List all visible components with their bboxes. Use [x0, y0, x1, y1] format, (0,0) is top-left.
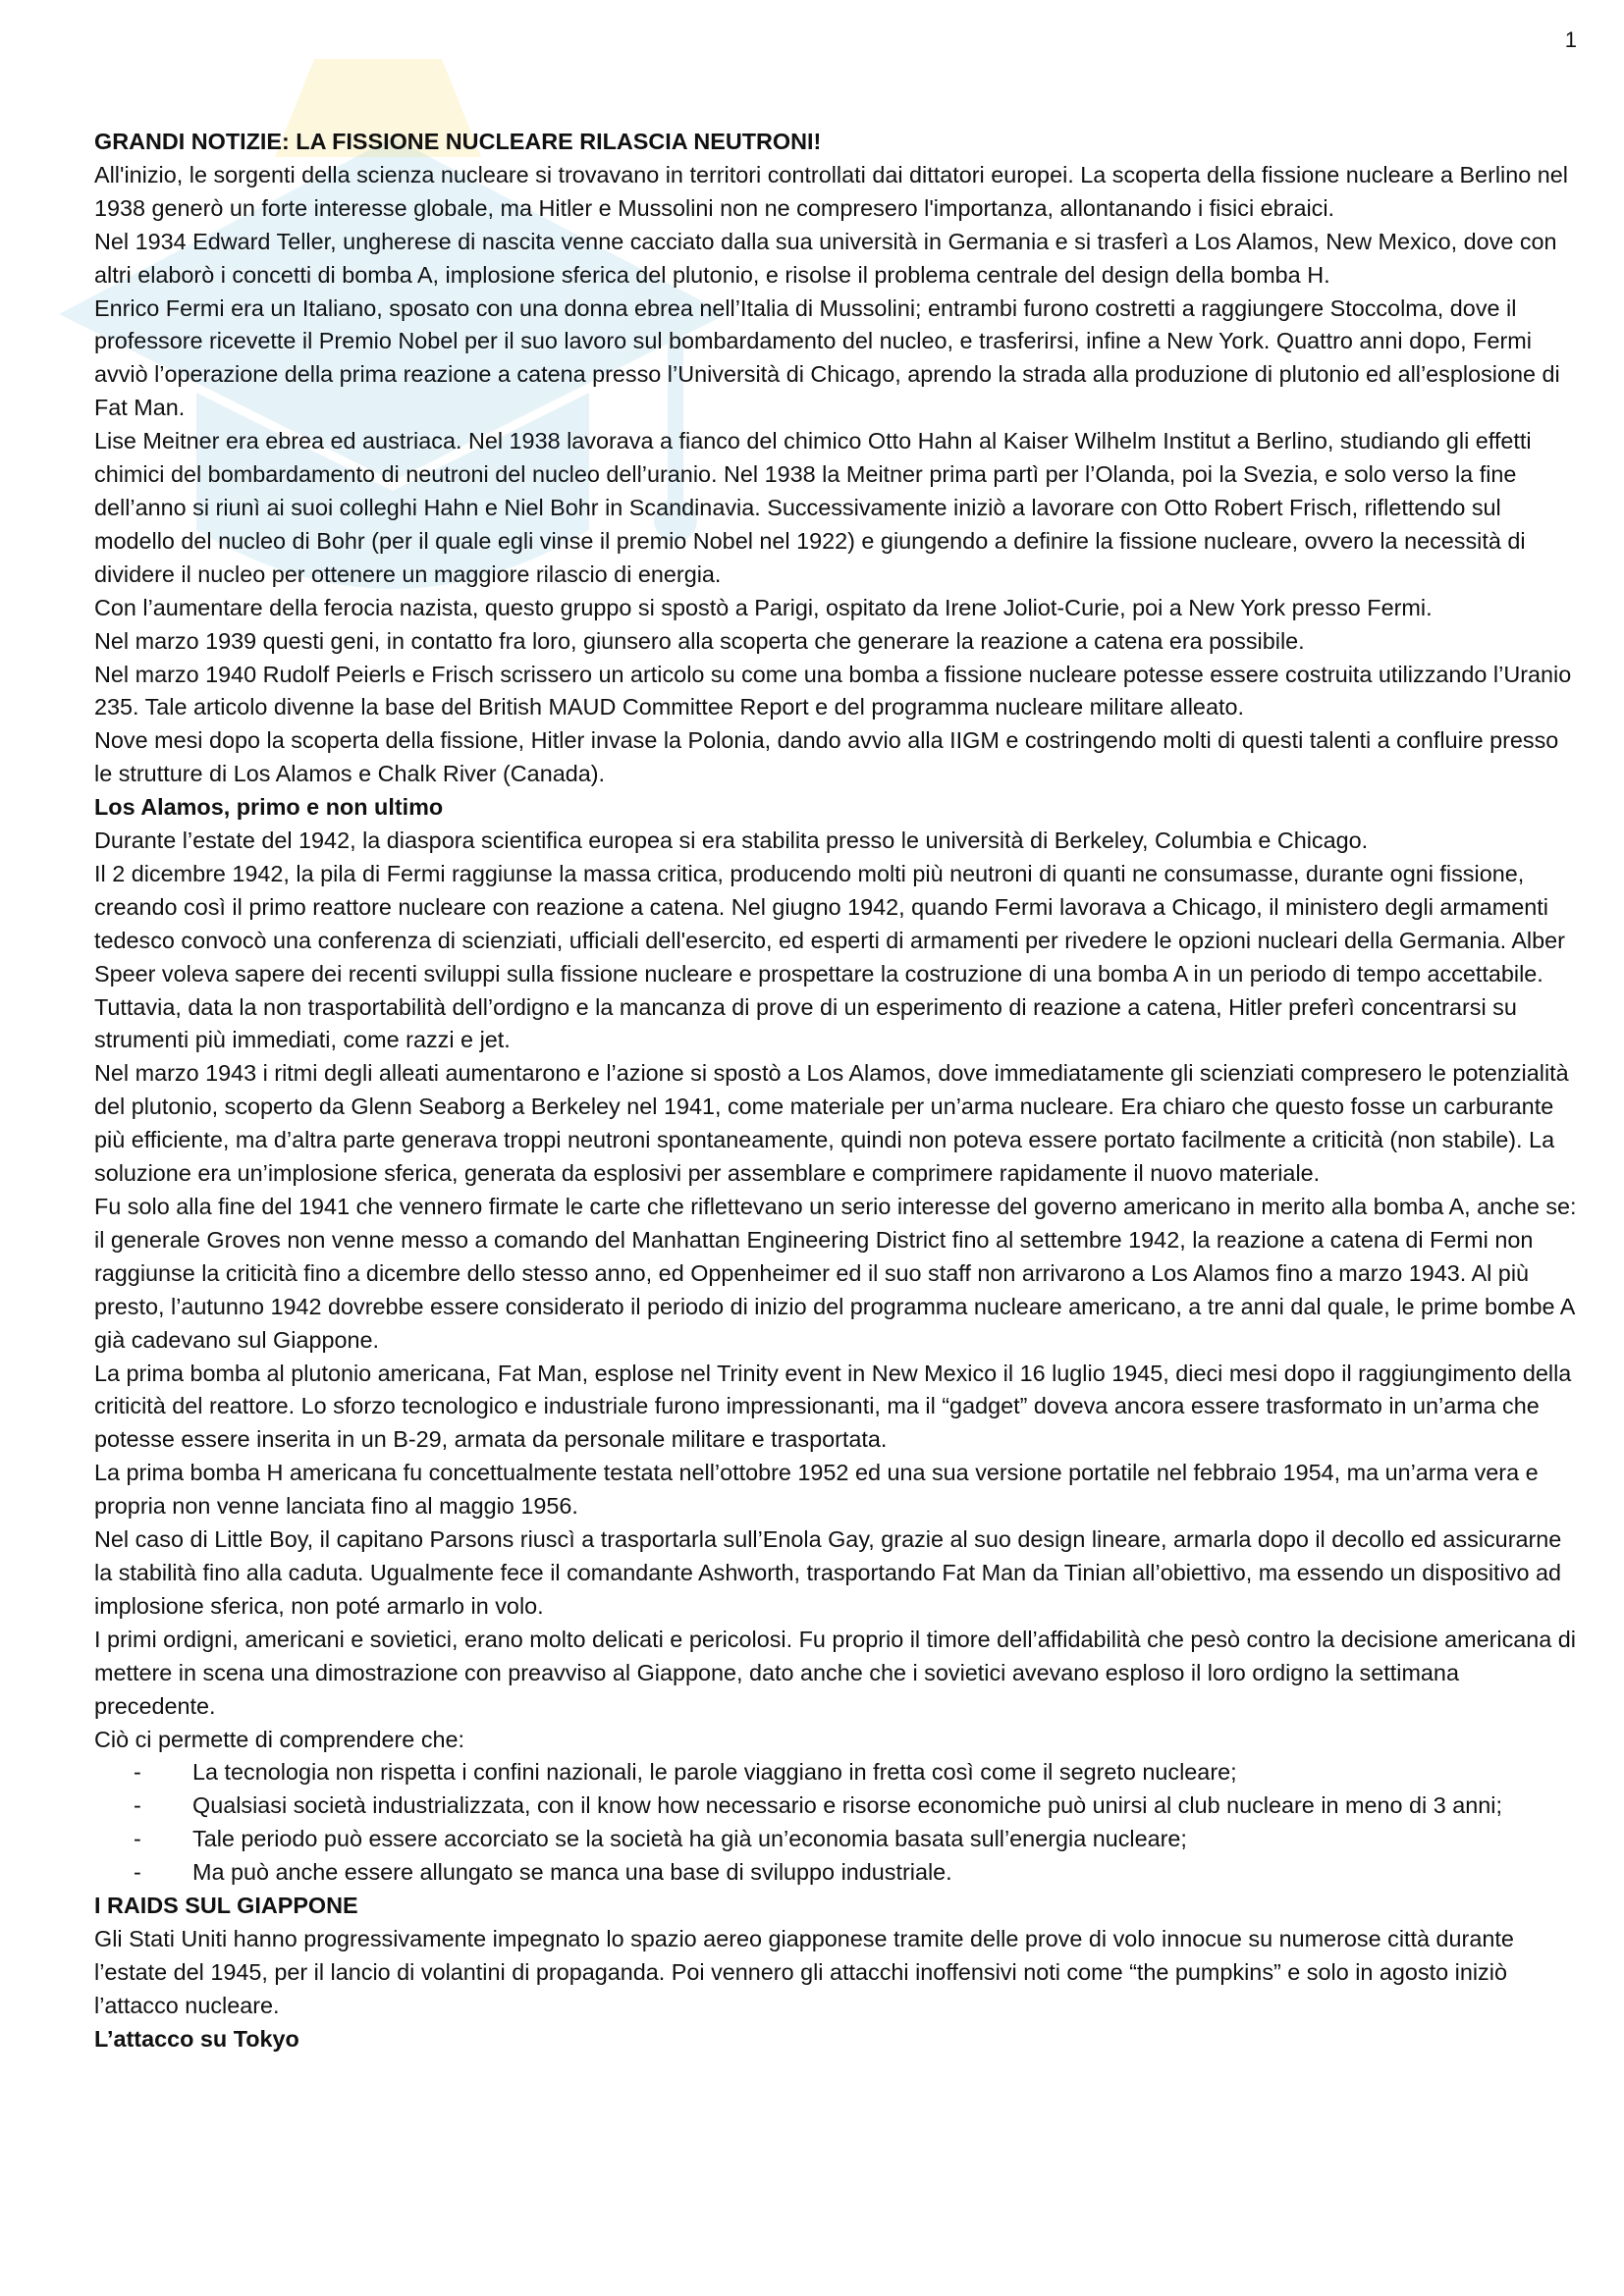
section-heading: GRANDI NOTIZIE: LA FISSIONE NUCLEARE RILASCIA NEUTRONI!: [94, 129, 822, 154]
list-item: - Tale periodo può essere accorciato se la società ha già un’economia basata sull’energia nucleare;: [94, 1823, 1579, 1856]
paragraph: All'inizio, le sorgenti della scienza nucleare si trovavano in territori controllati dai dittatori europei. La scoperta della fissione nucleare a Berlino nel 1938 generò un forte interesse globale, ma Hitler e Mussolini non ne compresero l'importanza, allontanando i fisici ebraici.: [94, 161, 1568, 221]
paragraph: La prima bomba al plutonio americana, Fat Man, esplose nel Trinity event in New Mexico il 16 luglio 1945, dieci mesi dopo il raggiungimento della criticità del reattore. Lo sforzo tecnologico e industriale furono impressionanti, ma il “gadget” doveva ancora essere trasformato in un’arma che potesse essere inserita in un B-29, armata da personale militare e trasportata.: [94, 1360, 1572, 1453]
paragraph: Nel marzo 1943 i ritmi degli alleati aumentarono e l’azione si spostò a Los Alamos, dove immediatamente gli scienziati compresero le potenzialità del plutonio, scoperto da Glenn Seaborg a Berkeley nel 1941, come materiale per un’arma nucleare. Era chiaro che questo fosse un carburante più efficiente, ma d’altra parte generava troppi neutroni spontaneamente, quindi non poteva essere portato facilmente a criticità (non stabile). La soluzione era un’implosione sferica, generata da esplosivi per assemblare e comprimere rapidamente il nuovo materiale.: [94, 1060, 1569, 1187]
paragraph: Nel caso di Little Boy, il capitano Parsons riuscì a trasportarla sull’Enola Gay, grazie al suo design lineare, armarla dopo il decollo ed assicurarne la stabilità fino alla caduta. Ugualmente fece il comandante Ashworth, trasportando Fat Man da Tinian all’obiettivo, ma essendo un dispositivo ad implosione sferica, non poté armarlo in volo.: [94, 1526, 1562, 1619]
document-body: [94, 126, 1579, 2056]
section-heading: I RAIDS SUL GIAPPONE: [94, 1893, 358, 1919]
paragraph: Con l’aumentare della ferocia nazista, questo gruppo si spostò a Parigi, ospitato da Irene Joliot-Curie, poi a New York presso Fermi.: [94, 594, 1433, 620]
paragraph: Nel marzo 1939 questi geni, in contatto fra loro, giunsero alla scoperta che generare la reazione a catena era possibile.: [94, 627, 1305, 654]
paragraph: Nel marzo 1940 Rudolf Peierls e Frisch scrissero un articolo su come una bomba a fissione nucleare potesse essere costruita utilizzando l’Uranio 235. Tale articolo divenne la base del British MAUD Committee Report e del programma nucleare militare alleato.: [94, 661, 1572, 721]
paragraph: Nove mesi dopo la scoperta della fissione, Hitler invase la Polonia, dando avvio alla IIGM e costringendo molti di questi talenti a confluire presso le strutture di Los Alamos e Chalk River (Canada).: [94, 727, 1559, 787]
paragraph: Durante l’estate del 1942, la diaspora scientifica europea si era stabilita presso le università di Berkeley, Columbia e Chicago.: [94, 828, 1369, 854]
list-item: - La tecnologia non rispetta i confini nazionali, le parole viaggiano in fretta così come il segreto nucleare;: [94, 1756, 1579, 1789]
paragraph: Enrico Fermi era un Italiano, sposato con una donna ebrea nell’Italia di Mussolini; entrambi furono costretti a raggiungere Stoccolma, dove il professore ricevette il Premio Nobel per il suo lavoro sul bombardamento del nucleo, e trasferirsi, infine a New York. Quattro anni dopo, Fermi avviò l’operazione della prima reazione a catena presso l’Università di Chicago, aprendo la strada alla produzione di plutonio ed all’esplosione di Fat Man.: [94, 294, 1560, 421]
paragraph: Fu solo alla fine del 1941 che vennero firmate le carte che riflettevano un serio interesse del governo americano in merito alla bomba A, anche se: il generale Groves non venne messo a comando del Manhattan Engineering District fino al settembre 1942, la reazione a catena di Fermi non raggiunse la criticità fino a dicembre dello stesso anno, ed Oppenheimer ed il suo staff non arrivarono a Los Alamos fino a marzo 1943. Al più presto, l’autunno 1942 dovrebbe essere considerato il periodo di inizio del programma nucleare americano, a tre anni dal quale, le prime bombe A già cadevano sul Giappone.: [94, 1194, 1577, 1353]
section-heading: Los Alamos, primo e non ultimo: [94, 794, 444, 821]
paragraph: Nel 1934 Edward Teller, ungherese di nascita venne cacciato dalla sua università in Germania e si trasferì a Los Alamos, New Mexico, dove con altri elaborò i concetti di bomba A, implosione sferica del plutonio, e risolse il problema centrale del design della bomba H.: [94, 228, 1557, 288]
list-item: - Qualsiasi società industrializzata, con il know how necessario e risorse economiche può unirsi al club nucleare in meno di 3 anni;: [94, 1789, 1579, 1823]
page-number: 1: [1564, 27, 1577, 52]
paragraph: Lise Meitner era ebrea ed austriaca. Nel 1938 lavorava a fianco del chimico Otto Hahn al Kaiser Wilhelm Institut a Berlino, studiando gli effetti chimici del bombardamento di neutroni del nucleo dell’uranio. Nel 1938 la Meitner prima partì per l’Olanda, poi la Svezia, e solo verso la fine dell’anno si riunì ai suoi colleghi Hahn e Niel Bohr in Scandinavia. Successivamente iniziò a lavorare con Otto Robert Frisch, riflettendo sul modello del nucleo di Bohr (per il quale egli vinse il premio Nobel nel 1922) e giungendo a definire la fissione nucleare, ovvero la necessità di dividere il nucleo per ottenere un maggiore rilascio di energia.: [94, 428, 1532, 587]
paragraph: Ciò ci permette di comprendere che:: [94, 1726, 465, 1752]
section-heading: L’attacco su Tokyo: [94, 2025, 299, 2052]
paragraph: La prima bomba H americana fu concettualmente testata nell’ottobre 1952 ed una sua versione portatile nel febbraio 1954, ma un’arma vera e propria non venne lanciata fino al maggio 1956.: [94, 1460, 1539, 1520]
paragraph: Il 2 dicembre 1942, la pila di Fermi raggiunse la massa critica, producendo molti più neutroni di quanti ne consumasse, durante ogni fissione, creando così il primo reattore nucleare con reazione a catena. Nel giugno 1942, quando Fermi lavorava a Chicago, il ministero degli armamenti tedesco convocò una conferenza di scienziati, ufficiali dell'esercito, ed esperti di armamenti per rivedere le opzioni nucleari della Germania. Alber Speer voleva sapere dei recenti sviluppi sulla fissione nucleare e prospettare la costruzione di una bomba A in un periodo di tempo accettabile. Tuttavia, data la non trasportabilità dell’ordigno e la mancanza di prove di un esperimento di reazione a catena, Hitler preferì concentrarsi su strumenti più immediati, come razzi e jet.: [94, 860, 1565, 1053]
bullet-list: [94, 1756, 1579, 1890]
paragraph: Gli Stati Uniti hanno progressivamente impegnato lo spazio aereo giapponese tramite delle prove di volo innocue su numerose città durante l’estate del 1945, per il lancio di volantini di propaganda. Poi vennero gli attacchi inoffensivi noti come “the pumpkins” e solo in agosto iniziò l’attacco nucleare.: [94, 1925, 1514, 2018]
paragraph: I primi ordigni, americani e sovietici, erano molto delicati e pericolosi. Fu proprio il timore dell’affidabilità che pesò contro la decisione americana di mettere in scena una dimostrazione con preavviso al Giappone, dato anche che i sovietici avevano esploso il loro ordigno la settimana precedente.: [94, 1626, 1576, 1719]
list-item: - Ma può anche essere allungato se manca una base di sviluppo industriale.: [94, 1856, 1579, 1890]
